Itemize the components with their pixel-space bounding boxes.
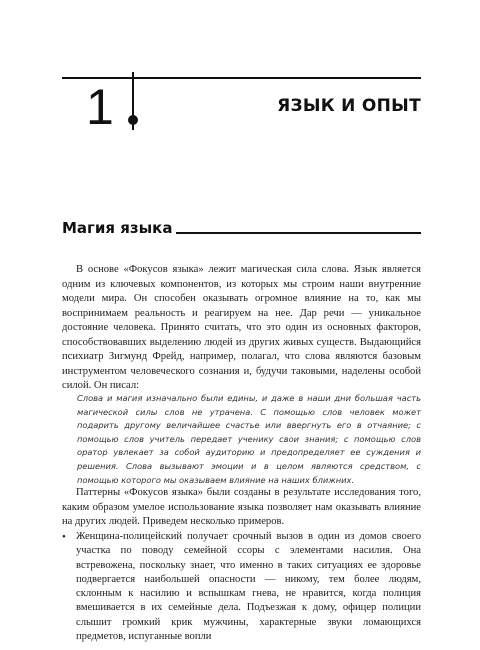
chapter-title: ЯЗЫК И ОПЫТ [277, 96, 421, 116]
examples-list [62, 530, 421, 644]
body-paragraph-2: Паттерны «Фокусов языка» были созданы в результате исследования того, каким образом умелое использование языка позволяет нам оказывать влияние на других людей. Приведем несколько примеров. [62, 487, 421, 527]
list-item [62, 530, 421, 644]
section-title: Магия языка [62, 219, 176, 237]
body-paragraph-1: В основе «Фокусов языка» лежит магическая сила слова. Язык является одним из ключевых компонентов, из которых мы строим наши внутренние модели мира. Он способен оказывать огромное влияние на то, как мы воспринимаем реальность и реагируем на нее. Дар речи — уникальное достояние человека. Принято считать, что это один из основных факторов, способствовавших выделению людей из других живых существ. Выдающийся психиатр Зигмунд Фрейд, например, полагал, что слова являются базовым инструментом человеческого сознания и, будучи таковыми, наделены особой силой. Он писал: [62, 264, 421, 391]
list-item-text: Женщина-полицейский получает срочный вызов в один из домов своего участка по поводу семейной ссоры с элементами насилия. Она встревожена, поскольку знает, что именно в таких ситуациях ее здоровье подвергается наибольшей опасности — никому, тем более людям, склонным к насилию и вспышкам гнева, не нравится, когда полиция вмешивается в их семейные дела. Подъезжая к дому, офицер полиции слышит громкий крик мужчины, характерные звуки ломающихся предметов, испуганные вопли [76, 531, 421, 643]
chapter-top-rule [62, 77, 421, 79]
chapter-number: 1 [86, 79, 114, 135]
bullet-icon: • [62, 531, 66, 543]
section-heading [62, 219, 421, 241]
freud-quote: Слова и магия изначально были едины, и даже в наши дни большая часть магической силы слов не утрачена. С помощью слов человек может подарить другому величайшее счастье или ввергнуть его в отчаяние; с помощью слов учитель передает ученику свои знания; с помощью слов оратор увлекает за собой аудиторию и предопределяет ее суждения и решения. Слова вызывают эмоции и в целом являются средством, с помощью которого мы оказываем влияние на наших ближних. [77, 393, 421, 485]
section-heading-rule [170, 232, 421, 234]
chapter-dot-ornament [128, 115, 138, 125]
